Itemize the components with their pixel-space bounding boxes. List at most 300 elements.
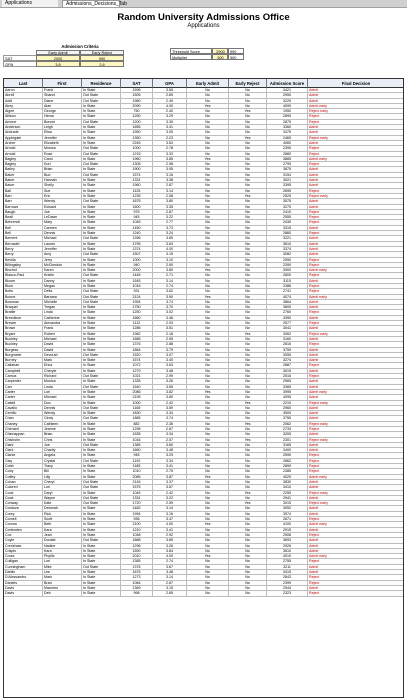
cell-early-reject[interactable]: No: [229, 316, 267, 321]
cell-gpa[interactable]: 3.07: [153, 353, 187, 358]
cell-final-decision[interactable]: Admit early: [308, 390, 404, 395]
cell-residence[interactable]: Out State: [82, 443, 121, 448]
cell-final-decision[interactable]: Admit: [308, 485, 404, 490]
cell-early-reject[interactable]: No: [229, 544, 267, 549]
cell-last[interactable]: Cunningham: [4, 565, 43, 570]
cell-sat[interactable]: 1830: [121, 411, 153, 416]
cell-first[interactable]: Hema: [43, 114, 82, 119]
cell-admission-score[interactable]: 3062: [267, 332, 308, 337]
cell-final-decision[interactable]: Admit early: [308, 295, 404, 300]
cell-sat[interactable]: 1445: [121, 273, 153, 278]
cell-admission-score[interactable]: 2944: [267, 586, 308, 591]
cell-early-reject[interactable]: No: [229, 496, 267, 501]
cell-gpa[interactable]: 2.40: [153, 109, 187, 114]
cell-early-admit[interactable]: No: [187, 427, 229, 432]
cell-sat[interactable]: 2100: [121, 522, 153, 527]
cell-residence[interactable]: Out State: [82, 273, 121, 278]
cell-residence[interactable]: In State: [82, 284, 121, 289]
cell-last[interactable]: Addi: [4, 99, 43, 104]
cell-first[interactable]: Joe: [43, 210, 82, 215]
cell-early-admit[interactable]: No: [187, 448, 229, 453]
cell-last[interactable]: Carter: [4, 395, 43, 400]
cell-residence[interactable]: In State: [82, 310, 121, 315]
cell-admission-score[interactable]: 3225: [267, 99, 308, 104]
cell-residence[interactable]: In State: [82, 210, 121, 215]
cell-early-admit[interactable]: No: [187, 480, 229, 485]
cell-sat[interactable]: 1331: [121, 496, 153, 501]
cell-early-admit[interactable]: No: [187, 114, 229, 119]
cell-sat[interactable]: 1960: [121, 183, 153, 188]
cell-last[interactable]: Buckley: [4, 342, 43, 347]
cell-first[interactable]: Beth: [43, 522, 82, 527]
cell-final-decision[interactable]: Admit: [308, 337, 404, 342]
cell-admission-score[interactable]: 3082: [267, 252, 308, 257]
cell-residence[interactable]: In State: [82, 464, 121, 469]
cell-admission-score[interactable]: 2399: [267, 581, 308, 586]
cell-last[interactable]: Cook: [4, 496, 43, 501]
cell-admission-score[interactable]: 2875: [267, 120, 308, 125]
cell-last[interactable]: Bement: [4, 236, 43, 241]
cell-final-decision[interactable]: Reject: [308, 273, 404, 278]
cell-sat[interactable]: 1125: [121, 189, 153, 194]
cell-early-admit[interactable]: No: [187, 178, 229, 183]
cell-early-admit[interactable]: No: [187, 215, 229, 220]
cell-last[interactable]: Beall: [4, 215, 43, 220]
cell-early-reject[interactable]: No: [229, 395, 267, 400]
cell-early-reject[interactable]: No: [229, 575, 267, 580]
cell-early-reject[interactable]: No: [229, 258, 267, 263]
criteria-sat-admit[interactable]: 2000: [36, 55, 80, 61]
cell-residence[interactable]: In State: [82, 130, 121, 135]
cell-admission-score[interactable]: 2915: [267, 528, 308, 533]
cell-final-decision[interactable]: Reject: [308, 146, 404, 151]
cell-first[interactable]: Michael: [43, 395, 82, 400]
cell-admission-score[interactable]: 3415: [267, 570, 308, 575]
cell-sat[interactable]: 1240: [121, 231, 153, 236]
cell-final-decision[interactable]: Reject early: [308, 501, 404, 506]
cell-gpa[interactable]: 3.16: [153, 512, 187, 517]
cell-last[interactable]: Bischof: [4, 268, 43, 273]
cell-gpa[interactable]: 3.05: [153, 130, 187, 135]
cell-sat[interactable]: 940: [121, 263, 153, 268]
cell-admission-score[interactable]: 2390: [267, 263, 308, 268]
cell-residence[interactable]: Out State: [82, 385, 121, 390]
cell-early-reject[interactable]: No: [229, 146, 267, 151]
cell-sat[interactable]: 1574: [121, 358, 153, 363]
cell-last[interactable]: Clark: [4, 443, 43, 448]
cell-early-reject[interactable]: No: [229, 522, 267, 527]
cell-last[interactable]: Aaron: [4, 88, 43, 93]
cell-admission-score[interactable]: 2760: [267, 310, 308, 315]
cell-sat[interactable]: 1450: [121, 226, 153, 231]
cell-early-admit[interactable]: Yes: [187, 268, 229, 273]
cell-sat[interactable]: 1045: [121, 491, 153, 496]
cell-admission-score[interactable]: 2860: [267, 231, 308, 236]
cell-admission-score[interactable]: 4020: [267, 475, 308, 480]
cell-early-reject[interactable]: No: [229, 242, 267, 247]
cell-residence[interactable]: In State: [82, 215, 121, 220]
cell-first[interactable]: LeDawn: [43, 215, 82, 220]
cell-admission-score[interactable]: 3575: [267, 199, 308, 204]
cell-gpa[interactable]: 2.95: [153, 337, 187, 342]
cell-last[interactable]: Behrendt: [4, 220, 43, 225]
cell-admission-score[interactable]: 3574: [267, 512, 308, 517]
cell-residence[interactable]: In State: [82, 337, 121, 342]
cell-first[interactable]: Rick: [43, 512, 82, 517]
cell-early-reject[interactable]: No: [229, 528, 267, 533]
cell-early-reject[interactable]: No: [229, 385, 267, 390]
cell-early-admit[interactable]: No: [187, 358, 229, 363]
cell-early-admit[interactable]: No: [187, 252, 229, 257]
cell-sat[interactable]: 1600: [121, 205, 153, 210]
cell-final-decision[interactable]: Reject early: [308, 491, 404, 496]
cell-first[interactable]: Scott: [43, 517, 82, 522]
cell-admission-score[interactable]: 2385: [267, 469, 308, 474]
cell-admission-score[interactable]: 2960: [267, 406, 308, 411]
cell-early-admit[interactable]: No: [187, 369, 229, 374]
cell-residence[interactable]: In State: [82, 528, 121, 533]
cell-admission-score[interactable]: 4090: [267, 104, 308, 109]
cell-early-admit[interactable]: No: [187, 167, 229, 172]
cell-early-reject[interactable]: No: [229, 152, 267, 157]
cell-early-admit[interactable]: No: [187, 152, 229, 157]
cell-early-admit[interactable]: No: [187, 549, 229, 554]
cell-sat[interactable]: 1868: [121, 538, 153, 543]
cell-admission-score[interactable]: 3995: [267, 390, 308, 395]
cell-admission-score[interactable]: 2386: [267, 284, 308, 289]
cell-admission-score[interactable]: 2965: [267, 379, 308, 384]
cell-gpa[interactable]: 3.74: [153, 416, 187, 421]
cell-gpa[interactable]: 2.90: [153, 263, 187, 268]
cell-final-decision[interactable]: Reject: [308, 581, 404, 586]
cell-sat[interactable]: 1279: [121, 369, 153, 374]
cell-gpa[interactable]: 3.14: [153, 279, 187, 284]
cell-final-decision[interactable]: Admit: [308, 586, 404, 591]
cell-first[interactable]: Elizabeth: [43, 141, 82, 146]
cell-early-reject[interactable]: No: [229, 178, 267, 183]
cell-gpa[interactable]: 3.65: [153, 88, 187, 93]
cell-final-decision[interactable]: Admit: [308, 88, 404, 93]
cell-first[interactable]: Cheryl: [43, 480, 82, 485]
cell-early-reject[interactable]: No: [229, 379, 267, 384]
cell-admission-score[interactable]: 2862: [267, 459, 308, 464]
cell-early-reject[interactable]: No: [229, 342, 267, 347]
cell-last[interactable]: Blasco-Paul: [4, 273, 43, 278]
cell-residence[interactable]: In State: [82, 183, 121, 188]
cell-admission-score[interactable]: 3052: [267, 506, 308, 511]
cell-residence[interactable]: Out State: [82, 152, 121, 157]
cell-early-admit[interactable]: No: [187, 379, 229, 384]
cell-admission-score[interactable]: 3421: [267, 88, 308, 93]
cell-first[interactable]: Leigh: [43, 125, 82, 130]
cell-residence[interactable]: In State: [82, 321, 121, 326]
cell-early-admit[interactable]: No: [187, 305, 229, 310]
cell-residence[interactable]: In State: [82, 491, 121, 496]
cell-early-reject[interactable]: No: [229, 348, 267, 353]
cell-final-decision[interactable]: Reject: [308, 533, 404, 538]
cell-early-reject[interactable]: No: [229, 210, 267, 215]
cell-early-admit[interactable]: No: [187, 485, 229, 490]
cell-early-admit[interactable]: No: [187, 205, 229, 210]
cell-residence[interactable]: In State: [82, 178, 121, 183]
cell-last[interactable]: Bolts: [4, 289, 43, 294]
cell-final-decision[interactable]: Admit: [308, 326, 404, 331]
cell-residence[interactable]: Out State: [82, 416, 121, 421]
cell-admission-score[interactable]: 2880: [267, 152, 308, 157]
cell-early-reject[interactable]: No: [229, 88, 267, 93]
cell-final-decision[interactable]: Admit: [308, 480, 404, 485]
cell-last[interactable]: D'Alessandro: [4, 575, 43, 580]
cell-sat[interactable]: 1273: [121, 575, 153, 580]
cell-last[interactable]: Buckley: [4, 337, 43, 342]
cell-admission-score[interactable]: 2525: [267, 194, 308, 199]
cell-residence[interactable]: Out State: [82, 295, 121, 300]
cell-sat[interactable]: 2010: [121, 554, 153, 559]
cell-final-decision[interactable]: Admit: [308, 242, 404, 247]
cell-residence[interactable]: Out State: [82, 374, 121, 379]
cell-early-reject[interactable]: Yes: [229, 491, 267, 496]
cell-last[interactable]: Berry: [4, 252, 43, 257]
cell-admission-score[interactable]: 3693: [267, 538, 308, 543]
cell-residence[interactable]: Out State: [82, 300, 121, 305]
cell-residence[interactable]: Out State: [82, 480, 121, 485]
cell-early-reject[interactable]: No: [229, 247, 267, 252]
cell-last[interactable]: Cavallo: [4, 406, 43, 411]
cell-first[interactable]: Jerry: [43, 258, 82, 263]
cell-first[interactable]: Rose: [43, 152, 82, 157]
cell-last[interactable]: Carr: [4, 385, 43, 390]
cell-final-decision[interactable]: Admit: [308, 538, 404, 543]
cell-first[interactable]: Lauren: [43, 242, 82, 247]
cell-early-admit[interactable]: No: [187, 247, 229, 252]
cell-first[interactable]: Charity: [43, 448, 82, 453]
cell-gpa[interactable]: 3.34: [153, 432, 187, 437]
cell-first[interactable]: Jean: [43, 533, 82, 538]
cell-final-decision[interactable]: Admit: [308, 416, 404, 421]
cell-early-reject[interactable]: No: [229, 353, 267, 358]
cell-first[interactable]: Megan: [43, 284, 82, 289]
cell-residence[interactable]: Out State: [82, 93, 121, 98]
cell-last[interactable]: Ball: [4, 189, 43, 194]
cell-last[interactable]: Bloom: [4, 279, 43, 284]
cell-sat[interactable]: 1980: [121, 99, 153, 104]
cell-early-admit[interactable]: Yes: [187, 157, 229, 162]
cell-admission-score[interactable]: 3864: [267, 300, 308, 305]
cell-sat[interactable]: 945: [121, 453, 153, 458]
cell-residence[interactable]: In State: [82, 522, 121, 527]
cell-admission-score[interactable]: 4010: [267, 554, 308, 559]
cell-sat[interactable]: 1369: [121, 586, 153, 591]
cell-admission-score[interactable]: 3365: [267, 385, 308, 390]
cell-admission-score[interactable]: 2695: [267, 189, 308, 194]
cell-residence[interactable]: In State: [82, 263, 121, 268]
cell-admission-score[interactable]: 3755: [267, 416, 308, 421]
cell-gpa[interactable]: 2.87: [153, 427, 187, 432]
criteria-gpa-reject[interactable]: 2.6: [80, 61, 124, 67]
cell-early-admit[interactable]: No: [187, 528, 229, 533]
cell-admission-score[interactable]: 3410: [267, 485, 308, 490]
cell-residence[interactable]: In State: [82, 586, 121, 591]
cell-gpa[interactable]: 3.46: [153, 316, 187, 321]
cell-final-decision[interactable]: Reject: [308, 189, 404, 194]
cell-gpa[interactable]: 3.65: [153, 236, 187, 241]
cell-last[interactable]: Billingsley: [4, 263, 43, 268]
cell-sat[interactable]: 2145: [121, 480, 153, 485]
cell-early-admit[interactable]: No: [187, 591, 229, 596]
cell-first[interactable]: Kate: [43, 501, 82, 506]
cell-admission-score[interactable]: 2590: [267, 453, 308, 458]
cell-first[interactable]: Jennifer: [43, 136, 82, 141]
cell-last[interactable]: Cobb: [4, 464, 43, 469]
cell-early-reject[interactable]: No: [229, 231, 267, 236]
cell-early-admit[interactable]: No: [187, 332, 229, 337]
cell-first[interactable]: Hannah: [43, 178, 82, 183]
cell-early-admit[interactable]: No: [187, 279, 229, 284]
cell-first[interactable]: Lee: [43, 570, 82, 575]
cell-early-admit[interactable]: No: [187, 93, 229, 98]
cell-final-decision[interactable]: Admit: [308, 99, 404, 104]
cell-sat[interactable]: 1750: [121, 305, 153, 310]
cell-early-reject[interactable]: No: [229, 416, 267, 421]
cell-last[interactable]: Crenshaw: [4, 544, 43, 549]
cell-sat[interactable]: 1482: [121, 506, 153, 511]
cell-early-reject[interactable]: Yes: [229, 438, 267, 443]
cell-final-decision[interactable]: Reject: [308, 427, 404, 432]
cell-gpa[interactable]: 3.48: [153, 369, 187, 374]
cell-admission-score[interactable]: 3274: [267, 358, 308, 363]
cell-first[interactable]: Carmen: [43, 226, 82, 231]
cell-admission-score[interactable]: 2941: [267, 496, 308, 501]
cell-residence[interactable]: In State: [82, 570, 121, 575]
cell-first[interactable]: Robert: [43, 332, 82, 337]
cell-gpa[interactable]: 3.34: [153, 459, 187, 464]
cell-first[interactable]: Shelly: [43, 183, 82, 188]
cell-early-reject[interactable]: No: [229, 220, 267, 225]
cell-early-reject[interactable]: Yes: [229, 136, 267, 141]
cell-early-reject[interactable]: Yes: [229, 332, 267, 337]
cell-residence[interactable]: In State: [82, 242, 121, 247]
cell-gpa[interactable]: 4.00: [153, 104, 187, 109]
cell-gpa[interactable]: 3.60: [153, 443, 187, 448]
cell-last[interactable]: Baker: [4, 183, 43, 188]
cell-final-decision[interactable]: Reject: [308, 231, 404, 236]
cell-sat[interactable]: 1021: [121, 374, 153, 379]
cell-first[interactable]: Bill: [43, 469, 82, 474]
cell-residence[interactable]: In State: [82, 549, 121, 554]
cell-gpa[interactable]: 3.74: [153, 300, 187, 305]
cell-last[interactable]: Bagley: [4, 162, 43, 167]
cell-final-decision[interactable]: Reject: [308, 152, 404, 157]
cell-early-reject[interactable]: No: [229, 586, 267, 591]
cell-final-decision[interactable]: Reject: [308, 575, 404, 580]
cell-last[interactable]: Cox: [4, 533, 43, 538]
cell-admission-score[interactable]: 2800: [267, 273, 308, 278]
cell-final-decision[interactable]: Reject: [308, 453, 404, 458]
cell-first[interactable]: Danny: [43, 279, 82, 284]
cell-early-admit[interactable]: Yes: [187, 554, 229, 559]
cell-early-reject[interactable]: No: [229, 358, 267, 363]
cell-gpa[interactable]: 3.67: [153, 485, 187, 490]
cell-residence[interactable]: In State: [82, 427, 121, 432]
cell-admission-score[interactable]: 3395: [267, 183, 308, 188]
cell-sat[interactable]: 945: [121, 215, 153, 220]
cell-residence[interactable]: In State: [82, 305, 121, 310]
cell-sat[interactable]: 1675: [121, 199, 153, 204]
cell-admission-score[interactable]: 3165: [267, 443, 308, 448]
cell-first[interactable]: Lori: [43, 390, 82, 395]
cell-residence[interactable]: In State: [82, 475, 121, 480]
cell-first[interactable]: Dennis: [43, 231, 82, 236]
cell-first[interactable]: Kristin: [43, 273, 82, 278]
cell-residence[interactable]: In State: [82, 401, 121, 406]
cell-last[interactable]: Cohan: [4, 480, 43, 485]
cell-final-decision[interactable]: Reject: [308, 459, 404, 464]
multiplier-extra[interactable]: 500: [228, 54, 244, 60]
cell-early-admit[interactable]: No: [187, 469, 229, 474]
cell-early-admit[interactable]: No: [187, 88, 229, 93]
cell-last[interactable]: Dahlin: [4, 570, 43, 575]
cell-early-reject[interactable]: No: [229, 215, 267, 220]
cell-early-admit[interactable]: No: [187, 348, 229, 353]
cell-last[interactable]: Cook: [4, 491, 43, 496]
cell-early-admit[interactable]: No: [187, 226, 229, 231]
cell-admission-score[interactable]: 2741: [267, 289, 308, 294]
column-header-early-admit[interactable]: Early Admit: [187, 79, 229, 88]
cell-gpa[interactable]: 2.42: [153, 401, 187, 406]
cell-sat[interactable]: 1507: [121, 252, 153, 257]
cell-early-admit[interactable]: No: [187, 406, 229, 411]
cell-gpa[interactable]: 3.82: [153, 390, 187, 395]
cell-admission-score[interactable]: 2733: [267, 427, 308, 432]
cell-sat[interactable]: 1235: [121, 194, 153, 199]
cell-early-reject[interactable]: No: [229, 369, 267, 374]
cell-last[interactable]: Crispin: [4, 549, 43, 554]
cell-residence[interactable]: In State: [82, 125, 121, 130]
cell-admission-score[interactable]: 4060: [267, 141, 308, 146]
cell-sat[interactable]: 1385: [121, 559, 153, 564]
cell-gpa[interactable]: 3.14: [153, 506, 187, 511]
cell-residence[interactable]: In State: [82, 114, 121, 119]
cell-last[interactable]: Bevilla: [4, 258, 43, 263]
cell-admission-score[interactable]: 2555: [267, 215, 308, 220]
cell-last[interactable]: Cattell: [4, 401, 43, 406]
cell-sat[interactable]: 1365: [121, 443, 153, 448]
cell-early-admit[interactable]: No: [187, 581, 229, 586]
cell-early-admit[interactable]: No: [187, 220, 229, 225]
cell-final-decision[interactable]: Admit: [308, 549, 404, 554]
cell-early-reject[interactable]: No: [229, 157, 267, 162]
cell-early-admit[interactable]: No: [187, 459, 229, 464]
cell-early-admit[interactable]: No: [187, 443, 229, 448]
cell-final-decision[interactable]: Reject: [308, 559, 404, 564]
cell-sat[interactable]: 2000: [121, 268, 153, 273]
cell-gpa[interactable]: 3.59: [153, 406, 187, 411]
cell-first[interactable]: Deborah: [43, 506, 82, 511]
cell-residence[interactable]: Out State: [82, 496, 121, 501]
cell-first[interactable]: Barbara: [43, 295, 82, 300]
cell-last[interactable]: Culligan: [4, 559, 43, 564]
cell-gpa[interactable]: 3.70: [153, 305, 187, 310]
cell-final-decision[interactable]: Admit: [308, 300, 404, 305]
cell-admission-score[interactable]: 4100: [267, 522, 308, 527]
cell-early-admit[interactable]: No: [187, 316, 229, 321]
cell-residence[interactable]: In State: [82, 279, 121, 284]
cell-last[interactable]: Akey: [4, 104, 43, 109]
cell-gpa[interactable]: 3.80: [153, 395, 187, 400]
cell-first[interactable]: Cathleen: [43, 422, 82, 427]
cell-residence[interactable]: In State: [82, 390, 121, 395]
cell-first[interactable]: Amy: [43, 252, 82, 257]
